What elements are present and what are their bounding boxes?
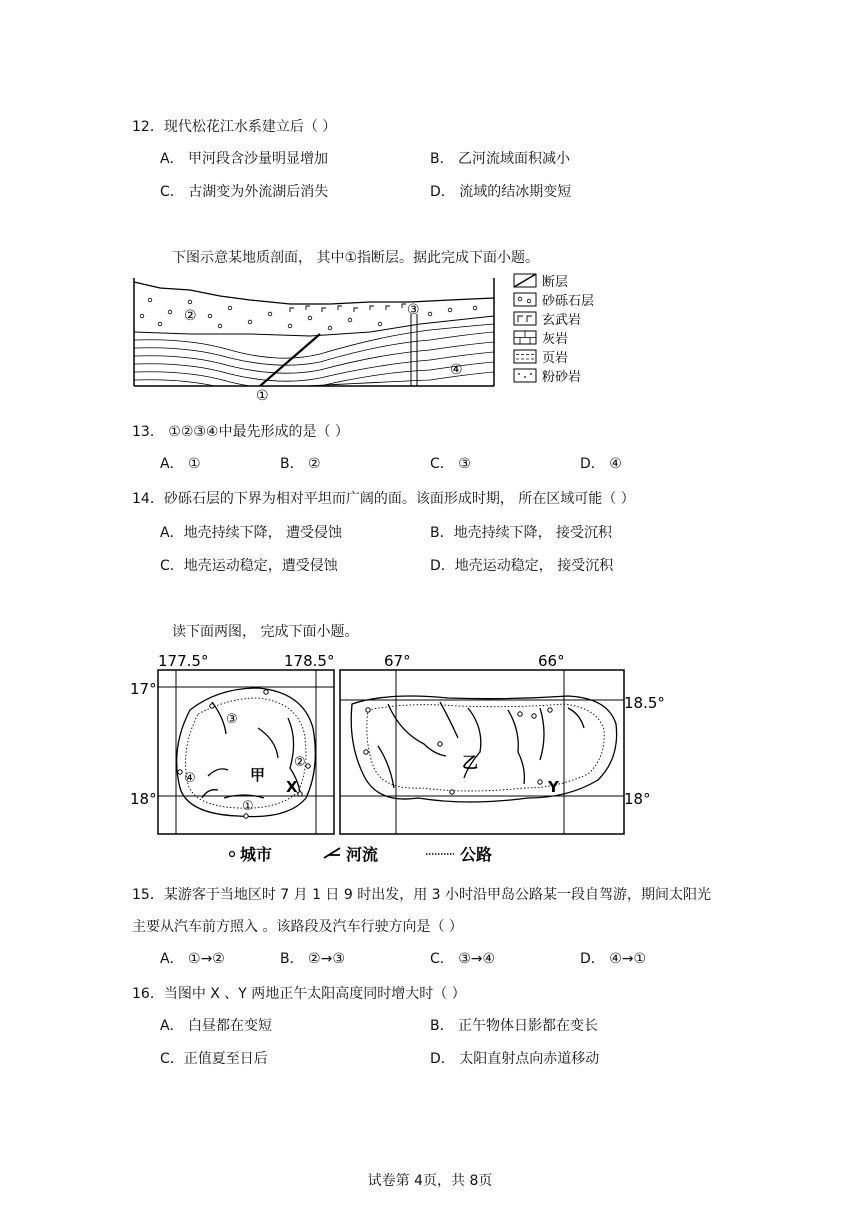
question-14-stem: 14．砂砾石层的下界为相对平坦而广阔的面。该面形成时期， 所在区域可能（ ） xyxy=(132,491,635,507)
q14-option-d[interactable]: D．地壳运动稳定， 接受沉积 xyxy=(430,558,614,574)
q16-option-c[interactable]: C．正值夏至日后 xyxy=(160,1051,268,1067)
legend-basalt: 玄武岩 xyxy=(542,313,582,328)
map-lon-67: 67° xyxy=(384,652,411,670)
q13-option-b[interactable]: B． ② xyxy=(280,456,321,472)
question-16-stem: 16．当图中 X 、Y 两地正午太阳高度同时增大时（ ） xyxy=(132,986,466,1002)
map-label-y: Y xyxy=(548,778,559,796)
map-label-jia: 甲 xyxy=(250,766,266,784)
legend-gravel: 砂砾石层 xyxy=(542,294,595,309)
map-lat-18-right: 18° xyxy=(624,790,651,808)
map-label-yi: 乙 xyxy=(462,753,479,772)
map-label-x: X xyxy=(286,778,298,796)
question-15-stem-line2: 主要从汽车前方照入 。该路段及汽车行驶方向是（ ） xyxy=(132,919,463,935)
question-15-stem-line1: 15．某游客于当地区时 7 月 1 日 9 时出发，用 3 小时沿甲岛公路某一段自驾游，期间太阳光 xyxy=(132,887,712,903)
geo-label-1: ① xyxy=(256,388,269,404)
q14-option-b[interactable]: B．地壳持续下降， 接受沉积 xyxy=(430,525,613,541)
legend-river: 河流 xyxy=(346,845,379,864)
map-lat-18-5: 18.5° xyxy=(624,694,665,712)
intro-maps: 读下面两图， 完成下面小题。 xyxy=(172,624,359,640)
q15-option-d[interactable]: D． ④→① xyxy=(580,951,647,967)
q14-option-a[interactable]: A．地壳持续下降， 遭受侵蚀 xyxy=(160,525,343,541)
map-label-r1: ① xyxy=(242,799,254,814)
geo-label-4: ④ xyxy=(450,362,463,378)
q16-option-b[interactable]: B． 正午物体日影都在变长 xyxy=(430,1018,599,1034)
legend-shale: 页岩 xyxy=(542,351,569,366)
question-13-stem: 13． ①②③④中最先形成的是（ ） xyxy=(132,424,349,440)
legend-road: 公路 xyxy=(460,845,493,864)
q13-option-a[interactable]: A． ① xyxy=(160,456,201,472)
map-label-r3: ③ xyxy=(226,712,238,727)
geologic-section-figure xyxy=(130,270,630,405)
map-lon-178-5: 178.5° xyxy=(284,652,335,670)
geo-label-3: ③ xyxy=(407,302,420,318)
q13-option-c[interactable]: C． ③ xyxy=(430,456,471,472)
geo-label-2: ② xyxy=(184,308,197,324)
legend-fault: 断层 xyxy=(542,275,569,290)
map-label-r4: ④ xyxy=(184,771,196,786)
legend-siltstone: 粉砂岩 xyxy=(542,370,582,385)
islands-map-figure xyxy=(128,648,668,868)
q16-option-a[interactable]: A． 白昼都在变短 xyxy=(160,1018,273,1034)
map-legend xyxy=(230,845,493,864)
q15-option-b[interactable]: B． ②→③ xyxy=(280,951,345,967)
map-label-r2: ② xyxy=(294,755,306,770)
q12-option-b[interactable]: B． 乙河流域面积减小 xyxy=(430,151,571,167)
map-lat-18: 18° xyxy=(130,790,157,808)
legend-limestone: 灰岩 xyxy=(542,332,569,347)
q12-option-a[interactable]: A． 甲河段含沙量明显增加 xyxy=(160,151,329,167)
q16-option-d[interactable]: D． 太阳直射点向赤道移动 xyxy=(430,1051,600,1067)
question-12-stem: 12．现代松花江水系建立后（ ） xyxy=(132,119,337,135)
q15-option-a[interactable]: A． ①→② xyxy=(160,951,225,967)
q14-option-c[interactable]: C．地壳运动稳定，遭受侵蚀 xyxy=(160,558,338,574)
page-footer: 试卷第 4页，共 8页 xyxy=(367,1173,493,1189)
map-lat-17: 17° xyxy=(130,680,157,698)
intro-geology: 下图示意某地质剖面， 其中①指断层。据此完成下面小题。 xyxy=(172,250,539,266)
q12-option-d[interactable]: D． 流域的结冰期变短 xyxy=(430,184,572,200)
map-lon-66: 66° xyxy=(538,652,565,670)
map-lon-177-5: 177.5° xyxy=(158,652,209,670)
legend-city: 城市 xyxy=(240,845,273,864)
geo-legend xyxy=(514,274,594,385)
q12-option-c[interactable]: C． 古湖变为外流湖后消失 xyxy=(160,184,329,200)
q13-option-d[interactable]: D． ④ xyxy=(580,456,622,472)
q15-option-c[interactable]: C． ③→④ xyxy=(430,951,496,967)
